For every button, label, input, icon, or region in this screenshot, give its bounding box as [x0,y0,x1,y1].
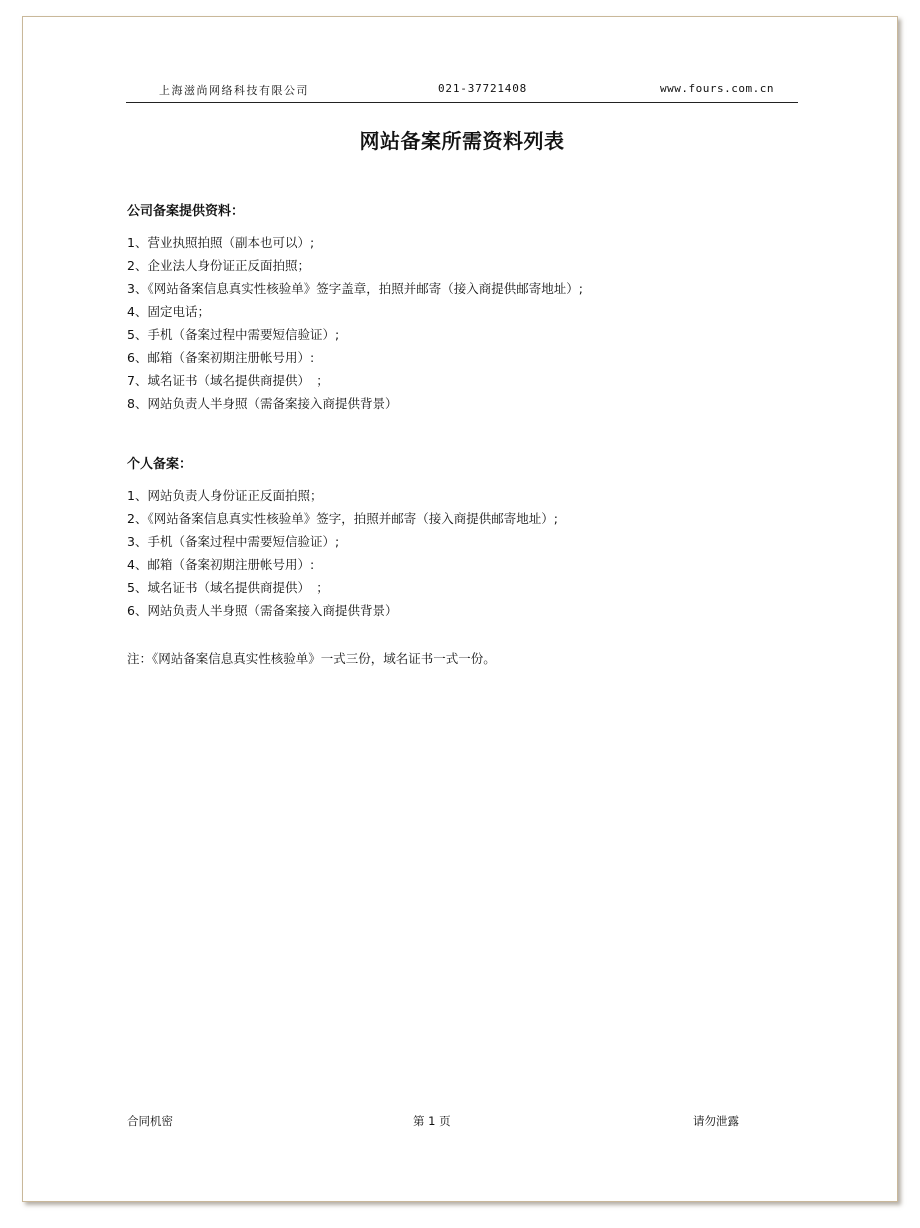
footer-confidential-label: 合同机密 [127,1114,173,1128]
header-website: www.fours.com.cn [660,82,774,95]
header-company-name: 上海滋尚网络科技有限公司 [159,84,309,97]
list-item: 1、营业执照拍照（副本也可以）; [127,235,315,250]
list-item: 4、邮箱（备案初期注册帐号用）: [127,557,315,572]
document-title: 网站备案所需资料列表 [359,129,565,153]
list-item: 8、网站负责人半身照（需备案接入商提供背景） [127,396,398,411]
document-note: 注：《网站备案信息真实性核验单》一式三份，域名证书一式一份。 [127,651,496,666]
document-page [22,16,898,1202]
list-item: 1、网站负责人身份证正反面拍照； [127,488,323,503]
personal-requirements-list [127,484,558,622]
list-item: 7、域名证书（域名提供商提供） ； [127,373,329,388]
list-item: 2、《网站备案信息真实性核验单》签字，拍照并邮寄（接入商提供邮寄地址）; [127,511,558,526]
list-item: 2、企业法人身份证正反面拍照； [127,258,310,273]
list-item: 5、手机（备案过程中需要短信验证）; [127,327,340,342]
company-requirements-list [127,231,583,415]
company-section-heading: 公司备案提供资料： [127,204,245,219]
header-phone: 021-37721408 [438,82,528,95]
page-header [126,79,798,103]
personal-section-heading: 个人备案： [127,457,193,472]
list-item: 3、《网站备案信息真实性核验单》签字盖章，拍照并邮寄（接入商提供邮寄地址）; [127,281,583,296]
list-item: 5、域名证书（域名提供商提供） ； [127,580,329,595]
list-item: 3、手机（备案过程中需要短信验证）; [127,534,340,549]
list-item: 4、固定电话； [127,304,210,319]
list-item: 6、邮箱（备案初期注册帐号用）: [127,350,315,365]
list-item: 6、网站负责人半身照（需备案接入商提供背景） [127,603,398,618]
footer-do-not-disclose-label: 请勿泄露 [693,1114,739,1128]
footer-page-number: 第 1 页 [413,1114,451,1128]
